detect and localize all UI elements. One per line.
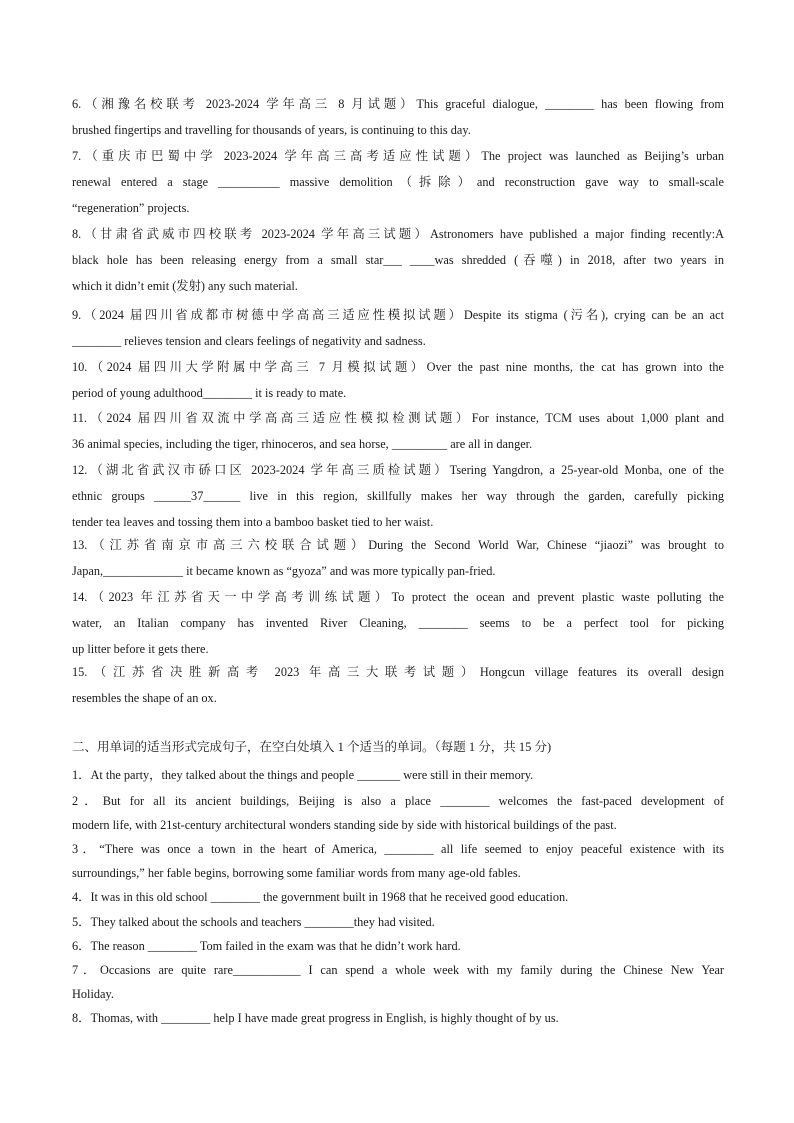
question-line: 14.（2023 年江苏省天一中学高考训练试题）To protect the ocean and prevent plastic waste polluting the — [72, 590, 724, 604]
item-5 — [72, 910, 724, 934]
item-line: 4．It was in this old school ________ the government built in 1968 that he received good education. — [72, 890, 569, 904]
question-14 — [72, 584, 724, 662]
question-line: 11.（2024 届四川省双流中学高高三适应性模拟检测试题）For instance, TCM uses about 1,000 plant and — [72, 411, 724, 425]
item-line: modern life, with 21st-century architectural wonders standing side by side with historical buildings of the past. — [72, 818, 617, 832]
question-line: 12.（湖北省武汉市硚口区 2023-2024 学年高三质检试题）Tsering Yangdron, a 25-year-old Monba, one of the — [72, 463, 724, 477]
item-line: 1．At the party，they talked about the things and people _______ were still in their memory. — [72, 768, 534, 782]
item-line: Holiday. — [72, 987, 114, 1001]
item-3 — [72, 837, 724, 885]
question-12 — [72, 457, 724, 535]
item-7 — [72, 958, 724, 1006]
question-line: tender tea leaves and tossing them into a bamboo basket tied to her waist. — [72, 515, 434, 529]
question-line: 7.（重庆市巴蜀中学 2023-2024 学年高三高考适应性试题）The project was launched as Beijing’s urban — [72, 149, 724, 163]
question-line: resembles the shape of an ox. — [72, 691, 217, 705]
item-8 — [72, 1006, 724, 1030]
question-15 — [72, 659, 724, 711]
question-line: brushed fingertips and travelling for thousands of years, is continuing to this day. — [72, 123, 471, 137]
question-line: 8.（甘肃省武威市四校联考 2023-2024 学年高三试题）Astronomers have published a major finding recently:A — [72, 227, 724, 241]
item-line: 2．But for all its ancient buildings, Beijing is also a place ________ welcomes the fast-paced development of — [72, 794, 724, 808]
question-11 — [72, 405, 724, 457]
question-line: 36 animal species, including the tiger, rhinoceros, and sea horse, _________ are all in danger. — [72, 437, 533, 451]
question-line: 13.（江苏省南京市高三六校联合试题）During the Second World War, Chinese “jiaozi” was brought to — [72, 538, 724, 552]
question-line: “regeneration” projects. — [72, 201, 190, 215]
item-2 — [72, 789, 724, 837]
question-line: water, an Italian company has invented River Cleaning, ________ seems to be a perfect tool for picking — [72, 616, 724, 630]
item-4 — [72, 885, 724, 909]
question-line: period of young adulthood________ it is ready to mate. — [72, 386, 347, 400]
question-9 — [72, 302, 724, 354]
item-line: 3．“There was once a town in the heart of America, ________ all life seemed to enjoy peaceful existence with its — [72, 842, 724, 856]
question-line: ________ relieves tension and clears feelings of negativity and sadness. — [72, 334, 426, 348]
item-6 — [72, 934, 724, 958]
question-line: Japan,_____________ it became known as “gyoza” and was more typically pan-fried. — [72, 564, 496, 578]
item-line: surroundings,” her fable begins, borrowing some familiar words from many age-old fables. — [72, 866, 521, 880]
question-line: ethnic groups ______37______ live in this region, skillfully makes her way through the garden, carefully picking — [72, 489, 724, 503]
question-line: black hole has been releasing energy from a small star___ ____was shredded (吞噬) in 2018, after two years in — [72, 253, 724, 267]
question-line: 9.（2024 届四川省成都市树德中学高高三适应性模拟试题）Despite its stigma (污名), crying can be an act — [72, 308, 724, 322]
item-1 — [72, 763, 724, 787]
question-8 — [72, 221, 724, 299]
question-line: which it didn’t emit (发射) any such material. — [72, 279, 298, 293]
item-line: 8．Thomas, with ________ help I have made great progress in English, is highly thought of by us. — [72, 1011, 559, 1025]
item-line: 6．The reason ________ Tom failed in the exam was that he didn’t work hard. — [72, 939, 461, 953]
item-line: 7．Occasions are quite rare___________ I can spend a whole week with my family during the Chinese New Year — [72, 963, 724, 977]
item-line: 5．They talked about the schools and teachers ________they had visited. — [72, 915, 435, 929]
question-line: 10.（2024 届四川大学附属中学高三 7 月模拟试题）Over the past nine months, the cat has grown into the — [72, 360, 724, 374]
question-line: 15.（江苏省决胜新高考 2023 年高三大联考试题）Hongcun village features its overall design — [72, 665, 724, 679]
question-7 — [72, 143, 724, 221]
question-13 — [72, 532, 724, 584]
question-line: 6.（湘豫名校联考 2023-2024 学年高三 8 月试题）This graceful dialogue, ________ has been flowing from — [72, 97, 724, 111]
question-line: up litter before it gets there. — [72, 642, 209, 656]
question-6 — [72, 91, 724, 143]
section-2-title: 二、用单词的适当形式完成句子，在空白处填入 1 个适当的单词。（每题 1 分，共 15 分) — [72, 740, 552, 754]
question-line: renewal entered a stage __________ massive demolition（拆除）and reconstruction gave way to small-scale — [72, 175, 724, 189]
question-10 — [72, 354, 724, 406]
